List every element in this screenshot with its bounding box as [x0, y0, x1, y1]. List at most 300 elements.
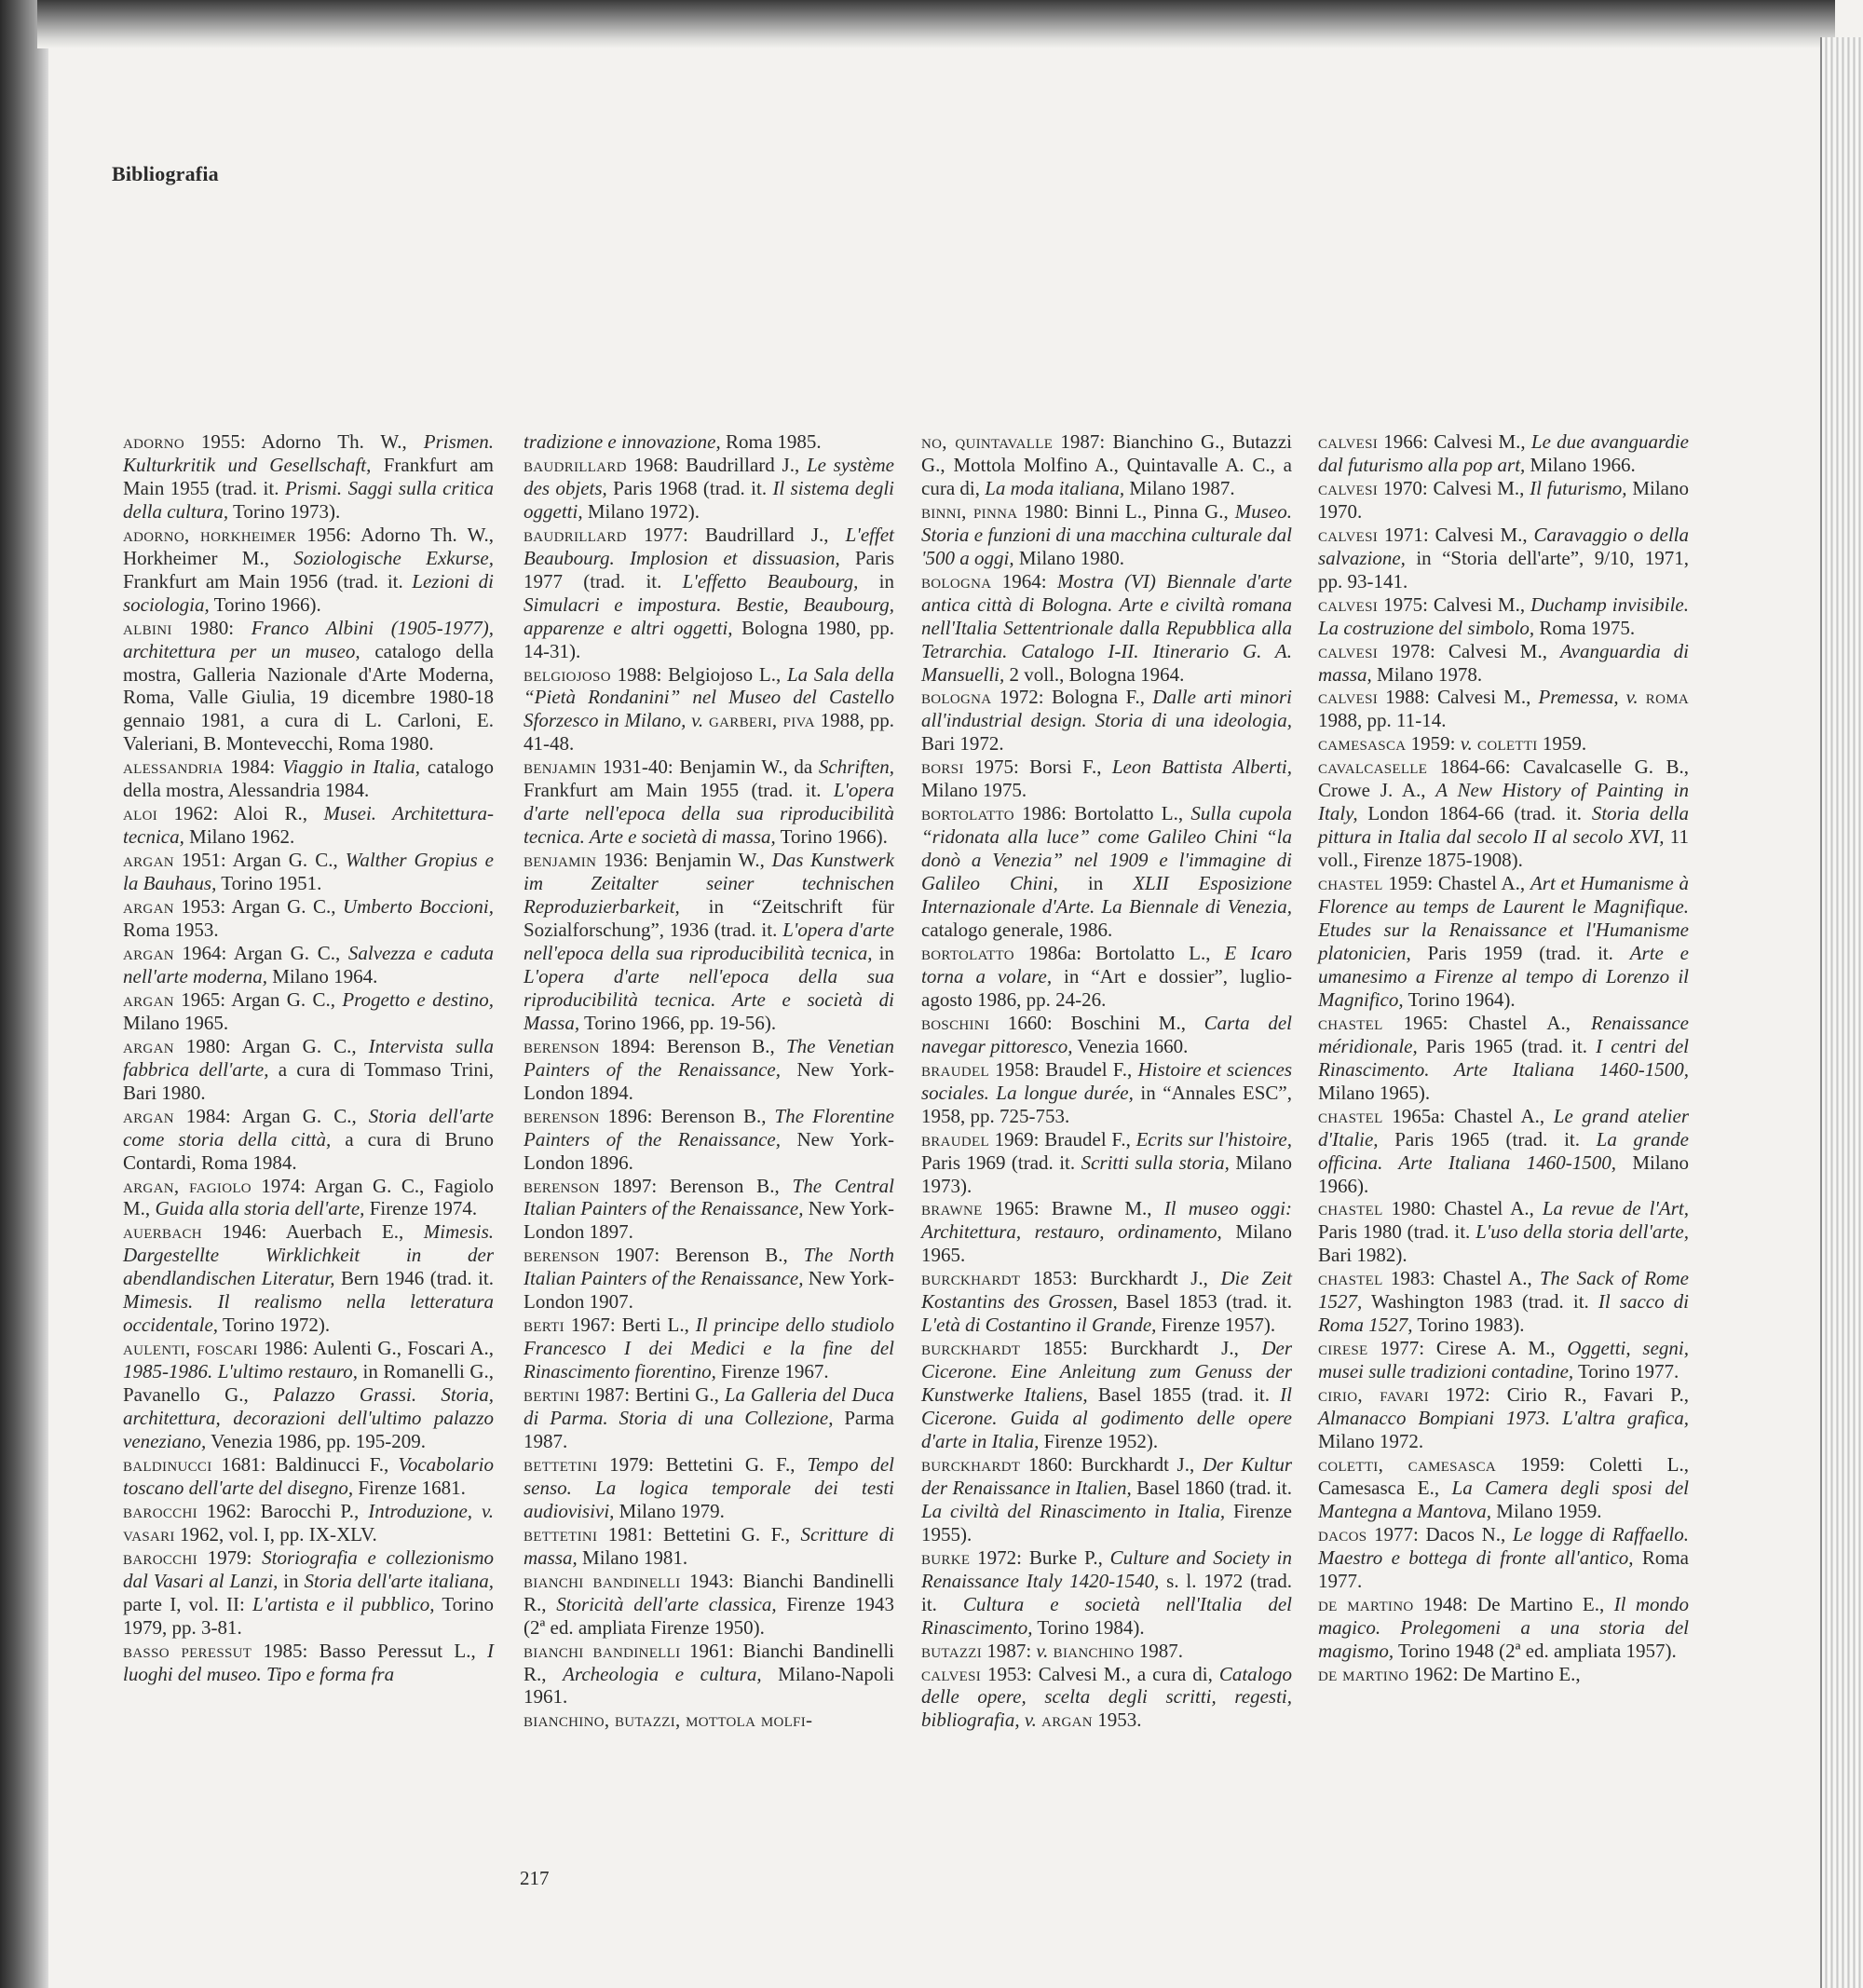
bibliography-entry — [1318, 524, 1689, 593]
bibliography-entry — [921, 686, 1292, 756]
entry-text: Torino 1964). — [1403, 987, 1516, 1011]
entry-key: calvesi — [1318, 639, 1379, 662]
entry-text: 1985: Basso Peressut L., — [252, 1639, 487, 1662]
entry-text: Parma 1987. — [524, 1407, 894, 1452]
italic-title: Histoire et sciences sociales. La longue durée, — [921, 1057, 1292, 1104]
entry-text: Bari 1972. — [921, 732, 1004, 756]
entry-text: 1962: De Martino E., — [1408, 1662, 1581, 1685]
entry-text: 1853: Burckhardt J., — [1020, 1267, 1221, 1290]
entry-key: baldinucci — [123, 1452, 212, 1476]
entry-text: Milano-Napoli 1961. — [524, 1662, 894, 1709]
entry-key: binni, pinna — [921, 499, 1018, 523]
bibliography-entry — [1318, 732, 1689, 756]
entry-key: vasari — [123, 1522, 175, 1545]
entry-text: catalogo generale, 1986. — [921, 919, 1113, 942]
entry-key: burke — [921, 1545, 971, 1569]
entry-text: Milano 1966. — [1525, 453, 1636, 476]
entry-text: 11 voll., Firenze 1875-1908). — [1318, 825, 1689, 872]
entry-text: in “Annales ESC”, 1958, pp. 725-753. — [921, 1081, 1292, 1127]
entry-text: 1972: Cirio R., Favari P., — [1428, 1383, 1690, 1407]
italic-title: Salvezza e caduta nell'arte moderna, — [123, 941, 495, 987]
entry-key: butazzi — [921, 1639, 983, 1662]
bibliography-entry — [1318, 477, 1689, 524]
entry-key: berenson — [524, 1244, 600, 1267]
entry-text: Paris 1959 (trad. it. — [1410, 941, 1630, 964]
entry-key: baudrillard — [524, 453, 627, 476]
entry-text: Milano 1965. — [123, 1011, 229, 1034]
entry-key: braudel — [921, 1127, 989, 1151]
entry-key: chastel — [1318, 1011, 1383, 1034]
italic-title: Storia dell'arte come storia della città, — [123, 1104, 494, 1151]
bibliography-entry — [123, 988, 494, 1035]
entry-text: 1987: Bertini G., — [579, 1383, 725, 1407]
entry-key: cavalcaselle — [1318, 756, 1428, 779]
italic-title: Caravaggio o della salvazione, — [1318, 523, 1689, 569]
italic-title: Introduzione, v. — [368, 1499, 495, 1522]
bibliography-entry — [921, 756, 1292, 802]
bibliography-entry — [524, 756, 894, 849]
italic-title: Arte e umanesimo a Firenze al tempo di Lorenzo il Magnifico, — [1318, 941, 1689, 1011]
bibliography-entry — [1318, 1453, 1689, 1523]
entry-text: Torino 1966). — [209, 592, 321, 616]
entry-key: albini — [123, 616, 172, 639]
entry-text: 1965: Brawne M., — [982, 1197, 1164, 1220]
italic-title: Le système des objets, — [524, 453, 894, 499]
entry-text: 1894: Berenson B., — [599, 1034, 786, 1057]
bibliography-entry — [123, 524, 494, 617]
entry-text: 1988, pp. 41-48. — [524, 709, 894, 756]
entry-text: 1987: — [982, 1639, 1037, 1662]
entry-key: berti — [524, 1314, 564, 1337]
entry-text: Torino 1977. — [1573, 1360, 1679, 1383]
italic-title: The Venetian Painters of the Renaissance, — [524, 1034, 895, 1081]
bibliography-entry — [524, 849, 894, 1035]
entry-key: belgiojoso — [524, 662, 611, 686]
entry-text: in “Zeitschrift für Sozialforschung”, 1936 (trad. it. — [524, 895, 894, 942]
entry-text: Paris 1977 (trad. it. — [524, 546, 894, 592]
entry-key: auerbach — [123, 1220, 202, 1244]
bibliography-entry — [1318, 1337, 1689, 1383]
bibliography-entry — [123, 430, 494, 524]
entry-text: 1931-40: Benjamin W., da — [596, 756, 819, 779]
entry-text: Milano 1964. — [266, 964, 378, 987]
entry-text: 1987: Bianchino G., Butazzi G., Mottola Molfino A., Quintavalle A. C., a cura di, — [921, 430, 1292, 499]
entry-key: berenson — [524, 1174, 600, 1197]
entry-text: Torino 1966). — [775, 825, 888, 849]
entry-key: cirese — [1318, 1337, 1368, 1360]
entry-text: 1860: Burckhardt J., — [1020, 1452, 1203, 1476]
entry-text: catalogo della mostra, Galleria Nazionale d'Arte Moderna, Roma, Valle Giulia, 19 dicembre 1980-18 gennaio 1981, a cura di L. Carloni, E. Valeriani, B. Montevecchi, Roma 1980. — [123, 639, 494, 756]
italic-title: Oggetti, segni, musei sulle tradizioni contadine, — [1318, 1337, 1689, 1383]
italic-title: Carta del navegar pittoresco, — [921, 1011, 1292, 1057]
entry-text: 1953. — [1092, 1709, 1142, 1732]
entry-text: 1984: Argan G. C., — [173, 1104, 369, 1127]
entry-text: 1986: Bortolatto L., — [1013, 802, 1191, 825]
entry-key: berenson — [524, 1034, 600, 1057]
entry-text: 1972: Burke P., — [970, 1545, 1110, 1569]
entry-text: 1965: Chastel A., — [1382, 1011, 1592, 1034]
entry-text: New York-London 1897. — [524, 1197, 894, 1244]
entry-text: Milano 1966). — [1318, 1151, 1689, 1197]
italic-title: Archeologia e cultura, — [563, 1662, 762, 1685]
entry-text: Torino 1973). — [228, 499, 341, 523]
bibliography-entry — [921, 1337, 1292, 1453]
bibliography-entry — [524, 1709, 894, 1732]
entry-key: benjamin — [524, 849, 597, 872]
entry-key: burckhardt — [921, 1452, 1021, 1476]
entry-text: 1864-66: Cavalcaselle G. B., Crowe J. A., — [1318, 756, 1689, 802]
entry-text: 1979: — [197, 1545, 263, 1569]
italic-title: Soziologische Exkurse, — [293, 546, 494, 569]
entry-key: adorno — [123, 430, 184, 453]
book-binding-edge — [0, 0, 48, 1988]
entry-key: bianchi bandinelli — [524, 1639, 681, 1662]
italic-title: La revue de l'Art, — [1542, 1197, 1689, 1220]
bibliography-entry — [123, 895, 494, 942]
italic-title: Premessa, v. — [1538, 686, 1646, 709]
italic-title: Renaissance méridionale, — [1318, 1011, 1689, 1057]
entry-key: argan — [123, 1104, 174, 1127]
italic-title: Der Kultur der Renaissance in Italien, — [921, 1452, 1292, 1499]
italic-title: Il principe dello studiolo Francesco I dei Medici e la fine del Rinascimento fiorentino, — [524, 1314, 894, 1383]
entry-text: Milano 1973). — [921, 1151, 1293, 1197]
entry-text: Torino 1948 (2ª ed. ampliata 1957). — [1394, 1639, 1677, 1662]
italic-title: The Florentine Painters of the Renaissance, — [524, 1104, 894, 1151]
entry-key: calvesi — [921, 1662, 982, 1685]
italic-title: Mimesis. Il realismo nella letteratura occidentale, — [123, 1290, 494, 1337]
entry-text: Milano 1965). — [1318, 1081, 1431, 1104]
entry-text: in Romanelli G., Pavanello G., — [123, 1360, 494, 1407]
italic-title: Il mondo magico. Prolegomeni a una storia del magismo, — [1318, 1592, 1690, 1662]
italic-title: L'opera d'arte nell'epoca della sua riproducibilità tecnica. Arte e società di Massa, — [524, 964, 894, 1034]
italic-title: Mostra (VI) Biennale d'arte antica città di Bologna. Arte e civiltà romana nell'Italia Settentrionale dalla Repubblica alla Tetrarchia. Catalogo I-II. Itinerario G. A. Mansuelli, — [921, 569, 1293, 686]
entry-text: Milano 1987. — [1124, 476, 1235, 499]
entry-key: argan — [123, 849, 174, 872]
entry-text: 1968: Baudrillard J., — [626, 453, 807, 476]
bibliography-entry — [1318, 1012, 1689, 1105]
bibliography-entry — [921, 1197, 1292, 1267]
italic-title: The North Italian Painters of the Renaissance, — [524, 1244, 895, 1290]
entry-text: 1951: Argan G. C., — [173, 849, 346, 872]
italic-title: Scritti sulla storia, — [1081, 1151, 1230, 1174]
entry-key: coletti, camesasca — [1318, 1452, 1497, 1476]
entry-text: Bologna 1980, pp. 14-31). — [524, 616, 894, 662]
entry-text: Firenze 1943 (2ª ed. ampliata Firenze 1950). — [524, 1592, 894, 1639]
entry-text: Roma 1975. — [1534, 616, 1636, 639]
italic-title: tradizione e innovazione, — [524, 430, 721, 453]
entry-text: 1988: Belgiojoso L., — [610, 662, 787, 686]
entry-key: basso peressut — [123, 1639, 252, 1662]
bibliography-entry — [921, 570, 1292, 687]
bibliography-entry — [921, 1128, 1292, 1198]
italic-title: Il sacco di Roma 1527, — [1318, 1290, 1690, 1337]
entry-text: 1962, vol. I, pp. IX-XLV. — [174, 1522, 377, 1545]
entry-text: Milano 1962. — [184, 825, 295, 849]
entry-text: Frankfurt am Main 1956 (trad. it. — [123, 569, 413, 592]
bibliography-entry — [1318, 1197, 1689, 1267]
entry-key: burckhardt — [921, 1337, 1021, 1360]
italic-title: Storicità dell'arte classica, — [556, 1592, 777, 1615]
section-title: Bibliografia — [112, 162, 219, 185]
entry-text: 1975: Calvesi M., — [1378, 592, 1531, 616]
entry-text: Milano 1975. — [921, 779, 1027, 802]
entry-key: camesasca — [1318, 732, 1407, 756]
bibliography-entry — [524, 1383, 894, 1453]
italic-title: Intervista sulla fabbrica dell'arte, — [123, 1034, 495, 1081]
italic-title: L'effetto Beaubourg, — [682, 569, 859, 592]
entry-text: Paris 1980 (trad. it. — [1318, 1220, 1476, 1244]
italic-title: Ecrits sur l'histoire, — [1135, 1127, 1292, 1151]
bibliography-entry — [524, 1035, 894, 1105]
entry-key: bianchi bandinelli — [524, 1569, 681, 1592]
bibliography-entry — [123, 1105, 494, 1175]
entry-text: in “Storia dell'arte”, 9/10, 1971, pp. 93-141. — [1318, 546, 1689, 592]
entry-text: 1986: Aulenti G., Foscari A., — [257, 1337, 494, 1360]
entry-text: Milano 1959. — [1491, 1499, 1602, 1522]
italic-title: A New History of Painting in Italy, — [1318, 779, 1689, 825]
bibliography-entry — [921, 942, 1292, 1012]
entry-key: chastel — [1318, 1197, 1383, 1220]
entry-text: Paris 1965 (trad. it. — [1378, 1127, 1597, 1151]
entry-text: 1962: Aloi R., — [157, 802, 324, 825]
entry-text: London 1864-66 (trad. it. — [1357, 802, 1592, 825]
entry-key: dacos — [1318, 1522, 1367, 1545]
bibliography-entry — [524, 1105, 894, 1175]
entry-key: argan — [123, 895, 174, 919]
bibliography-entry — [123, 1175, 494, 1221]
bibliography-entry — [921, 1640, 1292, 1663]
entry-text: Roma 1977. — [1318, 1545, 1689, 1592]
entry-text: Roma 1985. — [720, 430, 822, 453]
entry-text: Milano 1980. — [1013, 546, 1124, 569]
entry-text: 1948: De Martino E., — [1413, 1592, 1614, 1615]
italic-title: Simulacri e impostura. Bestie, Beaubourg, apparenze e altri oggetti, — [524, 592, 894, 639]
entry-text: 1988, pp. 11-14. — [1318, 709, 1447, 732]
entry-key: no, quintavalle — [921, 430, 1054, 453]
entry-text: s. l. 1972 (trad. it. — [921, 1569, 1292, 1615]
italic-title: Franco Albini (1905-1977), architettura per un museo, — [123, 616, 494, 662]
entry-key: bologna — [921, 569, 992, 592]
entry-key: boschini — [921, 1011, 990, 1034]
entry-text: Venezia 1660. — [1072, 1034, 1189, 1057]
entry-text: 1964: Argan G. C., — [173, 941, 348, 964]
bibliography-entry — [524, 524, 894, 663]
entry-text: Bern 1946 (trad. it. — [334, 1267, 494, 1290]
italic-title: Storia della pittura in Italia dal secolo II al secolo XVI, — [1318, 802, 1689, 849]
bibliography-entry — [921, 1546, 1292, 1640]
entry-text: 1953: Calvesi M., a cura di, — [981, 1662, 1219, 1685]
entry-text: 1980: Argan G. C., — [173, 1034, 369, 1057]
entry-text: in “Art e dossier”, luglio-agosto 1986, pp. 24-26. — [921, 964, 1292, 1011]
italic-title: Palazzo Grassi. Storia, architettura, decorazioni dell'ultimo palazzo veneziano, — [123, 1383, 494, 1452]
bibliography-entry — [1318, 430, 1689, 477]
entry-text: Firenze 1967. — [715, 1360, 829, 1383]
italic-title: Il museo oggi: Architettura, restauro, ordinamento, — [921, 1197, 1292, 1244]
bibliography-entry — [123, 1337, 494, 1453]
italic-title: Il sistema degli oggetti, — [524, 476, 894, 523]
bibliography-entry — [524, 1453, 894, 1523]
entry-key: argan, fagiolo — [123, 1174, 252, 1197]
entry-key: bologna — [921, 686, 992, 709]
italic-title: Cultura e società nell'Italia del Rinascimento, — [921, 1592, 1293, 1639]
bibliography-entry — [123, 942, 494, 988]
bibliography-entry — [921, 802, 1292, 942]
bibliography-entry — [1318, 640, 1689, 687]
bibliography-entry — [1318, 1267, 1689, 1337]
bibliography-column-3 — [921, 430, 1292, 1732]
entry-text: 1965: Argan G. C., — [173, 987, 343, 1011]
entry-text: 1980: Binni L., Pinna G., — [1017, 499, 1235, 523]
entry-text: 1961: Bianchi Bandinelli R., — [524, 1639, 894, 1685]
entry-text: Torino 1972). — [218, 1314, 331, 1337]
italic-title: Lezioni di sociologia, — [123, 569, 495, 616]
entry-text: 1981: Bettetini G. F., — [597, 1522, 801, 1545]
entry-text: 1959: — [1406, 732, 1461, 756]
entry-text: Frankfurt am Main 1955 (trad. it. — [524, 779, 834, 802]
italic-title: Viaggio in Italia, — [282, 756, 420, 779]
entry-text: Paris 1968 (trad. it. — [606, 476, 773, 499]
entry-key: argan — [123, 941, 174, 964]
bibliography-entry — [123, 617, 494, 756]
italic-title: Der Cicerone. Eine Anleitung zum Genuss der Kunstwerke Italiens, — [921, 1337, 1292, 1407]
bibliography-entry — [524, 454, 894, 524]
bibliography-entry — [1318, 593, 1689, 640]
bibliography-entry — [524, 1175, 894, 1245]
entry-text: 1660: Boschini M., — [989, 1011, 1204, 1034]
entry-text: 1907: Berenson B., — [599, 1244, 804, 1267]
bibliography-entry — [123, 802, 494, 849]
italic-title: L'opera d'arte nell'epoca della sua riproducibilità tecnica, — [524, 919, 895, 964]
entry-text: 1936: Benjamin W., — [596, 849, 772, 872]
italic-title: L'effet Beaubourg. Implosion et dissuasion, — [524, 523, 894, 569]
bibliography-entry — [524, 1314, 894, 1383]
entry-text: Firenze 1957). — [1156, 1314, 1276, 1337]
entry-key: chastel — [1318, 1104, 1383, 1127]
italic-title: Tempo del senso. La logica temporale dei testi audiovisivi, — [524, 1452, 894, 1522]
entry-text: Bari 1982). — [1318, 1244, 1407, 1267]
entry-key: berenson — [524, 1104, 600, 1127]
italic-title: La moda italiana, — [985, 476, 1125, 499]
entry-text: 2 voll., Bologna 1964. — [1004, 662, 1185, 686]
italic-title: Culture and Society in Renaissance Italy 1420-1540, — [921, 1545, 1292, 1592]
bibliography-entry — [524, 1244, 894, 1314]
entry-key: argan — [1041, 1709, 1093, 1732]
entry-text: 1980: Chastel A., — [1382, 1197, 1543, 1220]
italic-title: La grande officina. Arte Italiana 1460-1500, — [1318, 1127, 1689, 1174]
bibliography-entry — [123, 756, 494, 802]
entry-key: bianchino — [1053, 1639, 1135, 1662]
entry-text: Firenze 1952). — [1039, 1429, 1159, 1452]
entry-key: calvesi — [1318, 592, 1379, 616]
entry-text: 1958: Braudel F., — [988, 1057, 1138, 1081]
bibliography-entry — [123, 1220, 494, 1337]
entry-key: adorno, horkheimer — [123, 523, 297, 546]
entry-key: aulenti, foscari — [123, 1337, 258, 1360]
italic-title: Progetto e destino, — [342, 987, 494, 1011]
italic-title: La Galleria del Duca di Parma. Storia di una Collezione, — [524, 1383, 895, 1430]
bibliography-entry — [921, 1663, 1292, 1733]
entry-key: bortolatto — [921, 941, 1014, 964]
entry-text: Roma 1953. — [123, 919, 219, 942]
entry-key: calvesi — [1318, 430, 1379, 453]
italic-title: The Central Italian Painters of the Renaissance, — [524, 1174, 895, 1220]
bibliography-entry — [1318, 1663, 1689, 1686]
bibliography-entry — [921, 430, 1292, 500]
entry-text: a cura di Bruno Contardi, Roma 1984. — [123, 1127, 494, 1174]
entry-text: in — [278, 1569, 305, 1592]
italic-title: L'uso della storia dell'arte, — [1475, 1220, 1690, 1244]
entry-text: New York-London 1907. — [524, 1267, 894, 1314]
entry-key: coletti — [1477, 732, 1538, 756]
entry-text: 1959: Coletti L., Camesasca E., — [1318, 1452, 1690, 1499]
italic-title: La civiltà del Rinascimento in Italia, — [921, 1499, 1226, 1522]
bibliography-entry — [524, 663, 894, 756]
bibliography-entry — [123, 1453, 494, 1500]
italic-title: Museo. Storia e funzioni di una macchina culturale dal '500 a oggi, — [921, 499, 1292, 569]
entry-key: brawne — [921, 1197, 983, 1220]
entry-key: garberi, piva — [709, 709, 815, 732]
italic-title: v. — [1036, 1639, 1054, 1662]
entry-text: 1970: Calvesi M., — [1378, 476, 1530, 499]
italic-title: Le due avanguardie dal futurismo alla pop art, — [1318, 430, 1689, 476]
italic-title: Scritture di massa, — [524, 1522, 894, 1569]
italic-title: L'artista e il pubblico, — [252, 1592, 435, 1615]
entry-text: 1969: Braudel F., — [988, 1127, 1136, 1151]
italic-title: Musei. Architettura-tecnica, — [123, 802, 494, 849]
entry-key: cirio, favari — [1318, 1383, 1429, 1407]
entry-text: Torino 1983). — [1412, 1314, 1525, 1337]
bibliography-entry — [1318, 1593, 1689, 1663]
italic-title: Il futurismo, — [1530, 476, 1627, 499]
entry-text: 1943: Bianchi Bandinelli R., — [524, 1569, 894, 1615]
entry-key: baudrillard — [524, 523, 627, 546]
italic-title: Storia dell'arte italiana, — [304, 1569, 494, 1592]
bibliography-entry — [921, 1012, 1292, 1058]
entry-text: Torino 1984). — [1032, 1615, 1145, 1639]
bibliography-entry — [1318, 872, 1689, 1012]
entry-key: bertini — [524, 1383, 580, 1407]
bibliography-entry — [123, 1640, 494, 1686]
italic-title: Le grand atelier d'Italie, — [1318, 1104, 1690, 1151]
bibliography-entry — [1318, 756, 1689, 872]
entry-key: aloi — [123, 802, 158, 825]
entry-text: 1977: Baudrillard J., — [626, 523, 846, 546]
entry-key: barocchi — [123, 1545, 197, 1569]
entry-key: de martino — [1318, 1662, 1409, 1685]
entry-key: bettetini — [524, 1522, 598, 1545]
entry-key: argan — [123, 987, 174, 1011]
entry-text: 1983: Chastel A., — [1382, 1267, 1540, 1290]
entry-text: 1977: Cirese A. M., — [1367, 1337, 1568, 1360]
italic-title: Prismi. Saggi sulla critica della cultura, — [123, 476, 495, 523]
italic-title: Die Zeit Kostantins des Grossen, — [921, 1267, 1292, 1314]
entry-text: Torino 1966, pp. 19-56). — [579, 1011, 777, 1034]
bibliography-entry — [524, 1640, 894, 1709]
entry-text: Milano 1978. — [1371, 662, 1483, 686]
entry-key: braudel — [921, 1057, 989, 1081]
page-number: 217 — [520, 1867, 550, 1889]
bibliography-entry — [123, 1035, 494, 1105]
italic-title: Duchamp invisibile. La costruzione del simbolo, — [1318, 592, 1690, 639]
italic-title: 1985-1986. L'ultimo restauro, — [123, 1360, 358, 1383]
italic-title: L'opera d'arte nell'epoca della sua riproducibilità tecnica. Arte e società di massa, — [524, 779, 894, 849]
entry-text: 1959. — [1537, 732, 1587, 756]
entry-key: de martino — [1318, 1592, 1414, 1615]
entry-text: 1962: Barocchi P., — [197, 1499, 369, 1522]
entry-key: alessandria — [123, 756, 224, 779]
entry-text: 1896: Berenson B., — [599, 1104, 775, 1127]
italic-title: Dalle arti minori all'industrial design. Storia di una ideologia, — [921, 686, 1292, 732]
